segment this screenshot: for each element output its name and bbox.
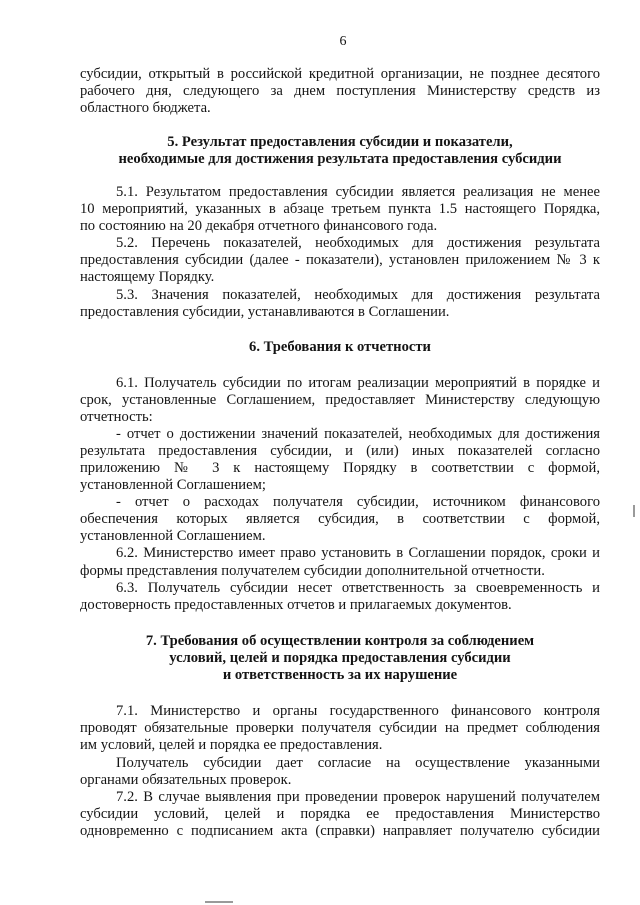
heading-line: 7. Требования об осуществлении контроля за соблюдением — [145, 633, 535, 649]
text-line: предоставления субсидии (далее - показатели), установлен приложением № 3 к — [80, 252, 600, 268]
page-number: 6 — [339, 34, 347, 49]
text-line: им условий, целей и порядка ее предоставления. — [80, 737, 383, 753]
text-line: установленной Соглашением; — [80, 477, 266, 493]
heading-line: необходимые для достижения результата предоставления субсидии — [118, 151, 562, 167]
text-line: рабочего дня, следующего за днем поступления Министерству средств из — [80, 83, 600, 99]
text-line: обеспечения которых является субсидия, в соответствии с формой, — [80, 511, 600, 527]
text-line: формы представления получателем субсидии дополнительной отчетности. — [80, 563, 545, 579]
text-line: приложению № 3 к настоящему Порядку в соответствии с формой, — [80, 460, 600, 476]
text-line: 5.3. Значения показателей, необходимых для достижения результата — [116, 287, 600, 303]
text-line: - отчет о расходах получателя субсидии, источником финансового — [116, 494, 600, 510]
text-line: срок, установленные Соглашением, предоставляет Министерству следующую — [80, 392, 600, 408]
text-line: 7.2. В случае выявления при проведении проверок нарушений получателем — [116, 789, 600, 805]
text-line: 5.1. Результатом предоставления субсидии является реализация не менее — [116, 184, 600, 200]
text-line: по состоянию на 20 декабря отчетного финансового года. — [80, 218, 438, 234]
text-line: 5.2. Перечень показателей, необходимых для достижения результата — [116, 235, 600, 251]
heading-line: 5. Результат предоставления субсидии и показатели, — [167, 134, 513, 150]
heading-line: условий, целей и порядка предоставления субсидии — [169, 650, 511, 666]
section-6-heading: 6. Требования к отчетности — [249, 339, 431, 355]
text-line: достоверность предоставленных отчетов и прилагаемых документов. — [80, 597, 512, 613]
text-line: 10 мероприятий, указанных в абзаце третьем пункта 1.5 настоящего Порядка, — [80, 201, 600, 217]
text-line: Получатель субсидии дает согласие на осуществление указанными — [116, 755, 600, 771]
text-line: 6.1. Получатель субсидии по итогам реализации мероприятий в порядке и — [116, 375, 600, 391]
scan-artifact — [633, 505, 635, 517]
text-line: областного бюджета. — [80, 100, 211, 116]
text-line: субсидии условий, целей и порядка ее предоставления Министерство — [80, 806, 600, 822]
text-line: проводят обязательные проверки получателя субсидии на предмет соблюдения — [80, 720, 600, 736]
text-line: 6.3. Получатель субсидии несет ответственность за своевременность и — [116, 580, 600, 596]
text-line: отчетность: — [80, 409, 153, 425]
text-line: органами обязательных проверок. — [80, 772, 292, 788]
text-line: - отчет о достижении значений показателей, необходимых для достижения — [116, 426, 600, 442]
text-line: настоящему Порядку. — [80, 269, 215, 285]
text-line: субсидии, открытый в российской кредитной организации, не позднее десятого — [80, 66, 600, 82]
text-line: установленной Соглашением. — [80, 528, 266, 544]
text-line: одновременно с подписанием акта (справки) направляет получателю субсидии — [80, 823, 600, 839]
text-line: предоставления субсидии, устанавливаются в Соглашении. — [80, 304, 450, 320]
scan-artifact — [205, 901, 233, 903]
text-line: результата предоставления субсидии, и (или) иных показателей согласно — [80, 443, 600, 459]
heading-line: и ответственность за их нарушение — [222, 667, 458, 683]
text-line: 6.2. Министерство имеет право установить в Соглашении порядок, сроки и — [116, 545, 600, 561]
text-line: 7.1. Министерство и органы государственного финансового контроля — [116, 703, 600, 719]
